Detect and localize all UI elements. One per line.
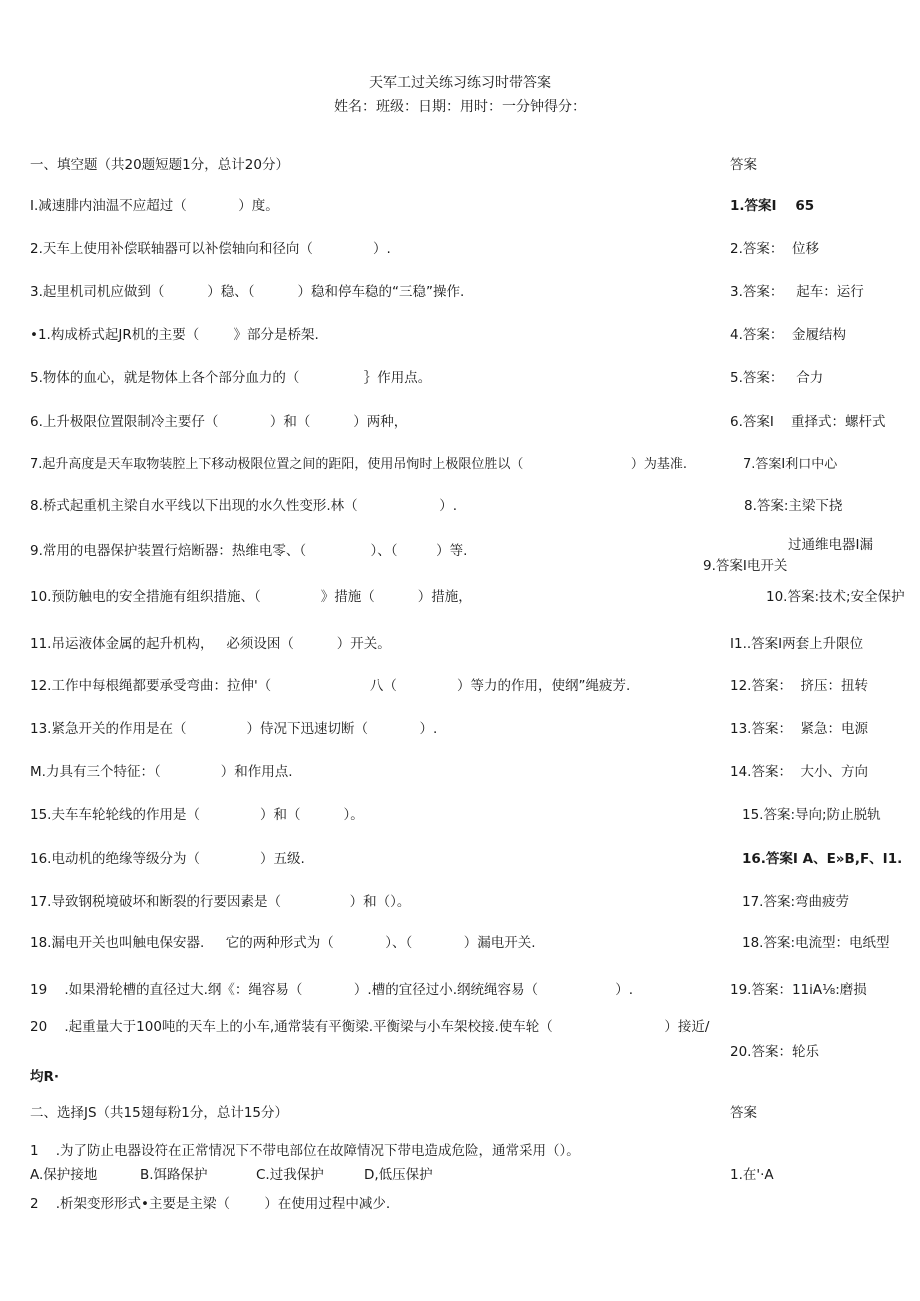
- answer-3: 3.答案： 起车：运行: [730, 284, 864, 300]
- answer-9-line2: 9.答案I电开关: [703, 558, 788, 574]
- question-9: 9.常用的电器保护装置行焙断器：热维电零、（ ）、（ ）等.: [30, 543, 468, 559]
- question-16: 16.电动机的绝缘等级分为（ ）五级.: [30, 851, 305, 867]
- question-5: 5.物体的血心，就是物体上各个部分血力的（ ｝作用点。: [30, 370, 432, 386]
- answer-8: 8.答案:主梁下挠: [744, 498, 843, 514]
- answer-18: 18.答案:电流型：电纸型: [742, 935, 890, 951]
- question-17: 17.导致钢税境破坏和断裂的行要因素是（ ）和（）。: [30, 894, 411, 910]
- question-13: 13.紧急开关的作用是在（ ）侍况下迅速切断（ ）.: [30, 721, 438, 737]
- answer-11: I1..答案I两套上升限位: [730, 636, 864, 652]
- answer-2: 2.答案： 位移: [730, 241, 819, 257]
- choice-question-1: 1 .为了防止电器设符在正常情况下不带电部位在故障情况下带电造成危险，通常采用（）。: [30, 1143, 580, 1159]
- question-11: 11.吊运液体金属的起升机构， 必须设困（ ）开关。: [30, 636, 391, 652]
- choice-option-a: A.保护接地: [30, 1167, 98, 1183]
- answer-4: 4.答案： 金履结构: [730, 327, 846, 343]
- answer-15: 15.答案:导向;防止脱轨: [742, 807, 881, 823]
- question-19: 19 .如果滑轮槽的直径过大.纲《：绳容易（ ）.槽的宜径过小.纲统绳容易（ ）.: [30, 982, 634, 998]
- question-15: 15.夫车车轮轮线的作用是（ ）和（ ）。: [30, 807, 364, 823]
- page-subtitle: 姓名：班级：日期：用时：一分钟得分：: [334, 99, 586, 115]
- question-18: 18.漏电开关也叫触电保安器. 它的两种形式为（ ）、（ ）漏电开关.: [30, 935, 536, 951]
- question-3: 3.起里机司机应做到（ ）稳、（ ）稳和停车稳的“三稳”操作.: [30, 284, 465, 300]
- answer-14: 14.答案： 大小、方向: [730, 764, 869, 780]
- question-10: 10.预防触电的安全措施有组织措施、（ 》措施（ ）措施，: [30, 589, 472, 605]
- question-6: 6.上升极限位置限制冷主要仔（ ）和（ ）两种，: [30, 414, 408, 430]
- question-12: 12.工作中每根绳都要承受弯曲：拉伸'（ 八（ ）等力的作用，使纲”绳疲芳.: [30, 678, 631, 694]
- choice-option-c: C.过我保护: [256, 1167, 324, 1183]
- answer-20: 20.答案：轮乐: [730, 1044, 819, 1060]
- page-title: 天军工过关练习练习时带答案: [369, 75, 551, 91]
- choice-option-b: B.饵路保护: [140, 1167, 208, 1183]
- question-20-continued: 均R·: [30, 1069, 60, 1085]
- answer-16: 16.答案I A、E»B,F、I1.: [742, 851, 903, 867]
- section2-answer-header: 答案: [730, 1105, 757, 1121]
- answer-9-line1: 过通维电器I漏: [788, 537, 873, 553]
- question-7: 7.起升高度是天车取物装腔上下移动极限位置之间的距阳，使用吊恂时上极限位胜以（ ）为基准.: [30, 457, 687, 472]
- answer-17: 17.答案:弯曲疲劳: [742, 894, 850, 910]
- answer-5: 5.答案： 合力: [730, 370, 824, 386]
- answer-6: 6.答案I 重择式：螺杆式: [730, 414, 886, 430]
- choice-option-d: D,低压保护: [364, 1167, 433, 1183]
- section2-heading: 二、选择JS（共15翅每粉1分，总计15分）: [30, 1105, 288, 1121]
- answer-12: 12.答案： 挤压：扭转: [730, 678, 869, 694]
- question-4: •1.构成桥式起JR机的主要（ 》部分是桥架.: [30, 327, 319, 343]
- section1-answer-header: 答案: [730, 157, 757, 173]
- section1-heading: 一、填空题（共20题短题1分，总计20分）: [30, 157, 289, 173]
- answer-10: 10.答案:技术;安全保护: [766, 589, 905, 605]
- choice-question-2: 2 .析架变形形式•主要是主梁（ ）在使用过程中减少.: [30, 1196, 391, 1212]
- answer-7: 7.答案I利口中心: [743, 457, 838, 472]
- question-20: 20 .起重量大于100吨的天车上的小车,通常装有平衡梁.平衡梁与小车架校接.使车轮（ ）接近/: [30, 1019, 710, 1035]
- question-14: M.力具有三个特征：（ ）和作用点.: [30, 764, 293, 780]
- answer-13: 13.答案： 紧急：电源: [730, 721, 869, 737]
- choice-answer-1: 1.在'·A: [730, 1167, 774, 1183]
- question-2: 2.天车上使用补偿联轴器可以补偿轴向和径向（ ）.: [30, 241, 391, 257]
- answer-1: 1.答案I 65: [730, 198, 815, 214]
- answer-19: 19.答案：11iA⅛:磨损: [730, 982, 867, 998]
- question-8: 8.桥式起重机主梁自水平线以下出现的水久性变形.林（ ）.: [30, 498, 457, 514]
- question-1: I.减速腓内油温不应超过（ ）度。: [30, 198, 279, 214]
